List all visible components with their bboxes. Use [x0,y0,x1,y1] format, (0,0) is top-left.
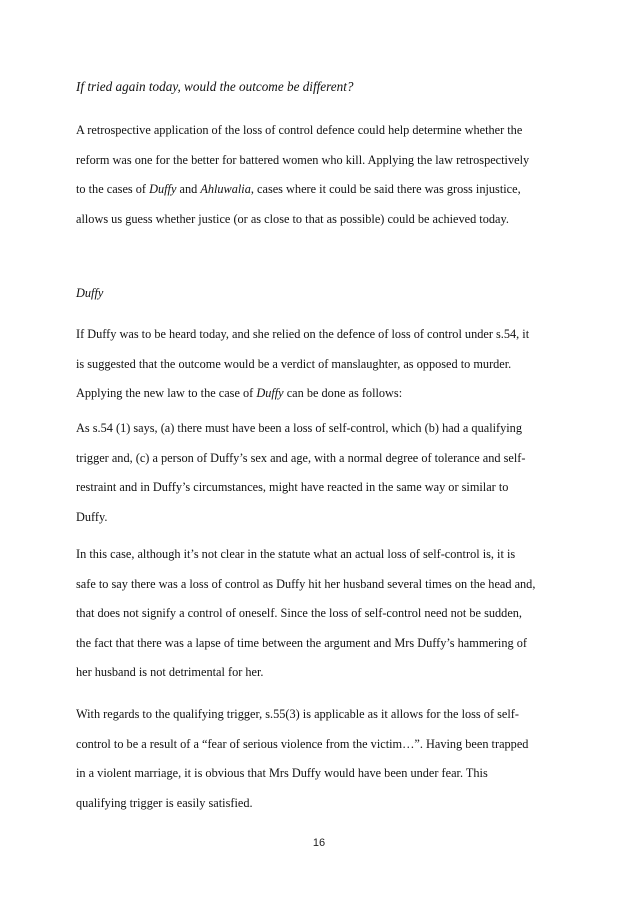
paragraph-qualifying-trigger [76,700,576,818]
paragraph-section-54 [76,414,576,532]
text-run: can be done as follows: [283,386,403,400]
text-line [76,379,576,409]
text-line: As s.54 (1) says, (a) there must have been a loss of self-control, which (b) had a qualifying [76,421,522,435]
case-name-duffy: Duffy [256,386,284,400]
text-line: A retrospective application of the loss of control defence could help determine whether the [76,123,523,137]
case-name-ahluwalia: Ahluwalia [200,182,251,196]
text-line: safe to say there was a loss of control as Duffy hit her husband several times on the head and, [76,576,536,591]
page-number: 16 [312,837,326,849]
text-line: reform was one for the better for battered women who kill. Applying the law retrospectively [76,152,530,167]
paragraph-loss-of-control [76,540,576,688]
text-line: trigger and, (c) a person of Duffy’s sex and age, with a normal degree of tolerance and self- [76,450,526,465]
text-line: restraint and in Duffy’s circumstances, might have reacted in the same way or similar to [76,480,509,494]
text-line [76,175,576,205]
text-run: and [176,182,201,196]
paragraph-duffy-today [76,320,576,409]
text-line: allows us guess whether justice (or as close to that as possible) could be achieved today. [76,211,509,226]
text-line: Duffy. [76,509,108,524]
text-run: , cases where it could be said there was gross injustice, [250,182,521,196]
text-run: Applying the new law to the case of [76,386,257,400]
text-line: the fact that there was a lapse of time between the argument and Mrs Duffy’s hammering of [76,635,527,650]
text-line: control to be a result of a “fear of serious violence from the victim…”. Having been trapped [76,736,529,751]
text-line: in a violent marriage, it is obvious that Mrs Duffy would have been under fear. This [76,766,488,780]
paragraph-introduction [76,116,576,234]
text-line: is suggested that the outcome would be a verdict of manslaughter, as opposed to murder. [76,356,512,371]
text-line: qualifying trigger is easily satisfied. [76,795,253,810]
text-line: With regards to the qualifying trigger, s.55(3) is applicable as it allows for the loss of self- [76,707,519,721]
text-run: to the cases of [76,182,150,196]
text-line: In this case, although it’s not clear in the statute what an actual loss of self-control is, it is [76,547,516,561]
text-line: her husband is not detrimental for her. [76,665,264,679]
text-line: If Duffy was to be heard today, and she relied on the defence of loss of control under s.54, it [76,327,530,341]
text-line: that does not signify a control of oneself. Since the loss of self-control need not be sudden, [76,606,523,620]
case-name-duffy: Duffy [149,182,177,196]
subsection-heading-duffy: Duffy [76,286,104,300]
section-heading: If tried again today, would the outcome be different? [76,79,354,94]
